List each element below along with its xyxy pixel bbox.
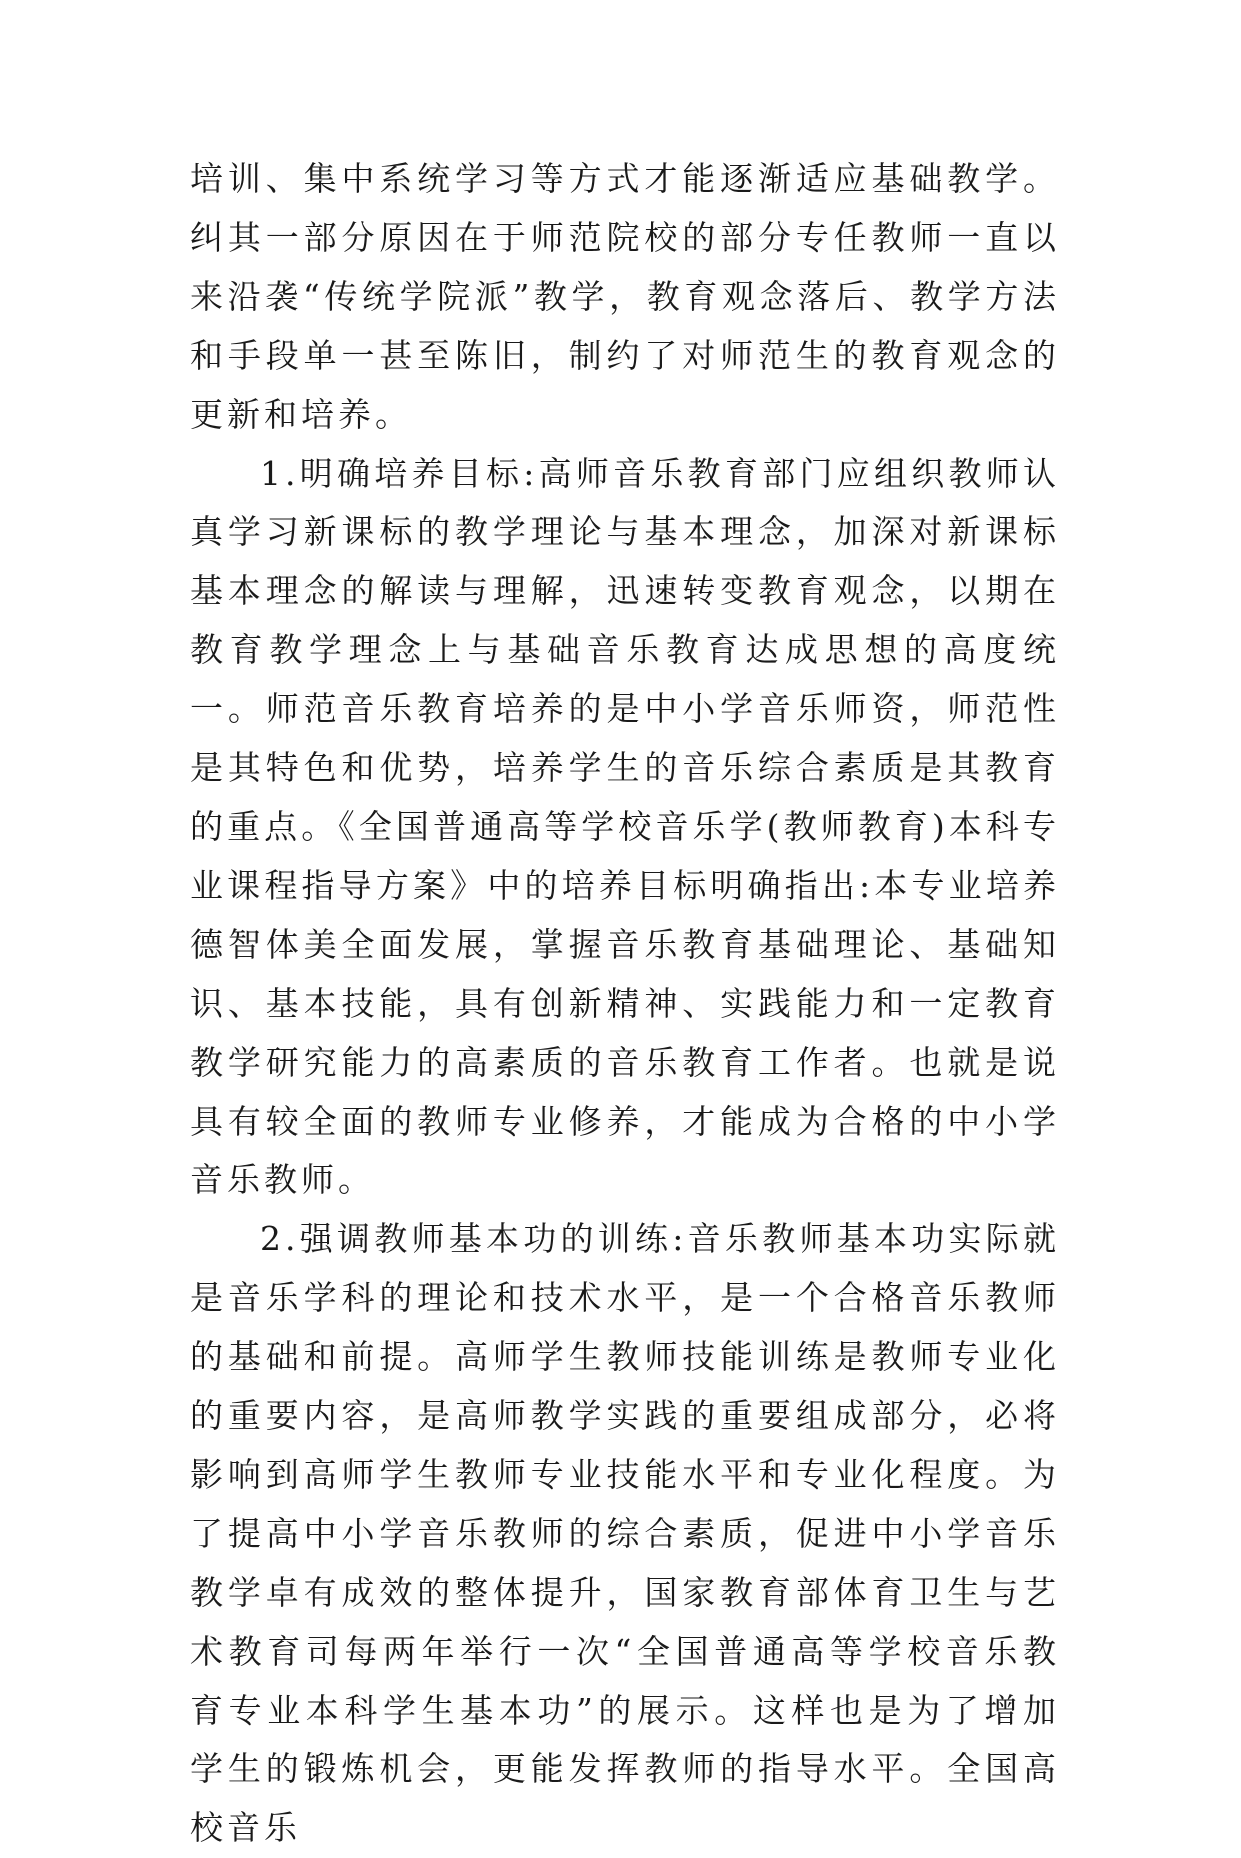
paragraph-continuation: 培训、集中系统学习等方式才能逐渐适应基础教学。纠其一部分原因在于师范院校的部分专任教师一直以来沿袭“传统学院派”教学，教育观念落后、教学方法和手段单一甚至陈旧，制约了对师范生的教育观念的更新和培养。 — [190, 159, 1060, 434]
paragraph-basic-skills: 2.强调教师基本功的训练:音乐教师基本功实际就是音乐学科的理论和技术水平，是一个合格音乐教师的基础和前提。高师学生教师技能训练是教师专业化的重要内容，是高师教学实践的重要组成部分，必将影响到高师学生教师专业技能水平和专业化程度。为了提高中小学音乐教师的综合素质，促进中小学音乐教学卓有成效的整体提升，国家教育部体育卫生与艺术教育司每两年举行一次“全国普通高等学校音乐教育专业本科学生基本功”的展示。这样也是为了增加学生的锻炼机会，更能发挥教师的指导水平。全国高校音乐 — [190, 1219, 1060, 1848]
body-text — [190, 150, 1060, 1858]
paragraph-training-goals: 1.明确培养目标:高师音乐教育部门应组织教师认真学习新课标的教学理论与基本理念，加深对新课标基本理念的解读与理解，迅速转变教育观念，以期在教育教学理念上与基础音乐教育达成思想的高度统一。师范音乐教育培养的是中小学音乐师资，师范性是其特色和优势，培养学生的音乐综合素质是其教育的重点。《全国普通高等学校音乐学(教师教育)本科专业课程指导方案》中的培养目标明确指出:本专业培养德智体美全面发展，掌握音乐教育基础理论、基础知识、基本技能，具有创新精神、实践能力和一定教育教学研究能力的高素质的音乐教育工作者。也就是说具有较全面的教师专业修养，才能成为合格的中小学音乐教师。 — [190, 453, 1060, 1200]
